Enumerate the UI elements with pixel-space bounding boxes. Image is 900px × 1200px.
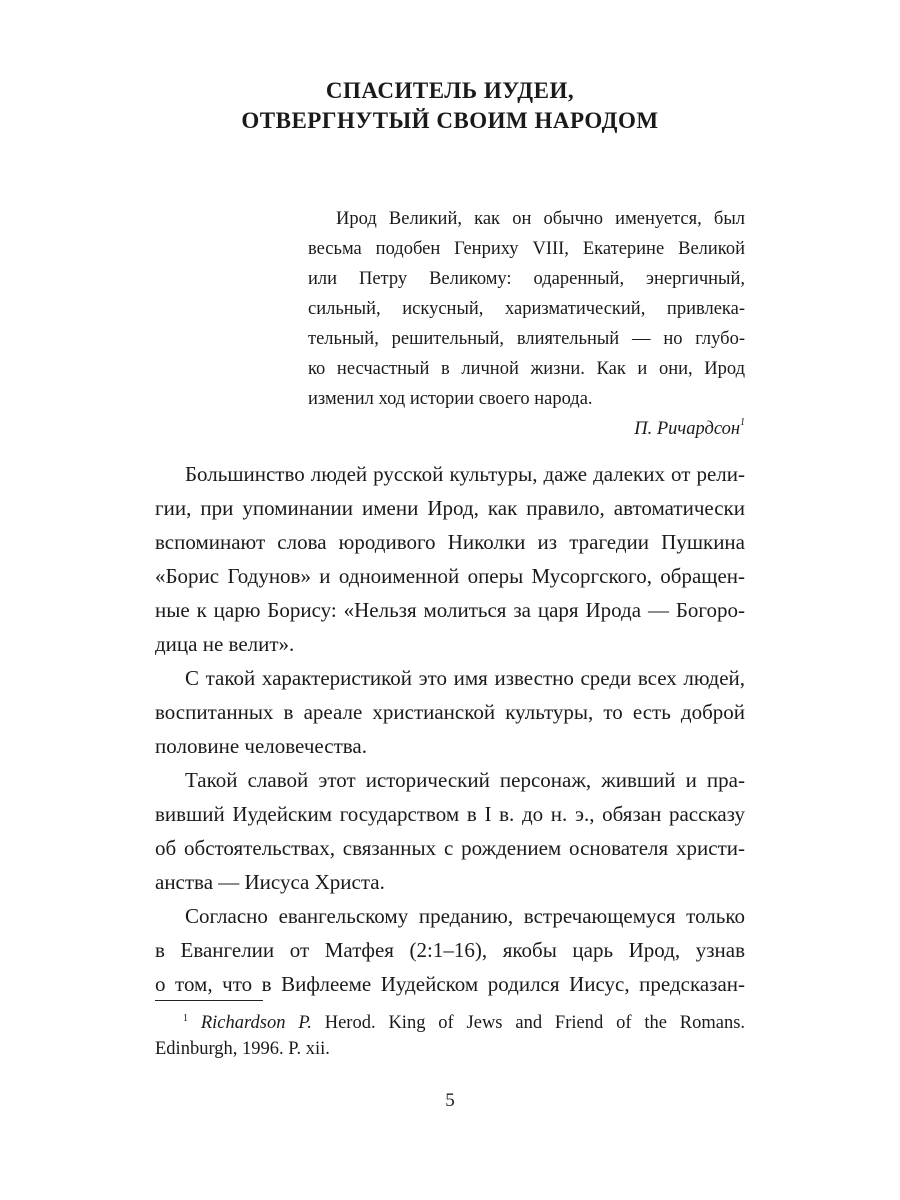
body-line: о том, что в Вифлееме Иудейском родился Иисус, предсказан- xyxy=(155,972,745,996)
epigraph-line: изменил ход истории своего народа. xyxy=(308,389,593,409)
footnote xyxy=(155,1010,745,1062)
chapter-title-line-1: СПАСИТЕЛЬ ИУДЕИ, xyxy=(325,78,575,103)
body-line: Такой славой этот исторический персонаж, живший и пра- xyxy=(185,768,745,792)
body-line: гии, при упоминании имени Ирод, как правило, автоматически xyxy=(155,496,745,520)
body-line: вивший Иудейским государством в I в. до н. э., обязан рассказу xyxy=(155,802,745,826)
body-line: ные к царю Борису: «Нельзя молиться за царя Ирода — Богоро- xyxy=(155,598,745,622)
epigraph-line: весьма подобен Генриху VIII, Екатерине Великой xyxy=(308,239,745,259)
body-line: в Евангелии от Матфея (2:1–16), якобы царь Ирод, узнав xyxy=(155,938,745,962)
footnote-line xyxy=(155,1010,745,1036)
body-line: Согласно евангельскому преданию, встречающемуся только xyxy=(185,904,745,928)
page-number: 5 xyxy=(445,1090,455,1111)
body-line: С такой характеристикой это имя известно среди всех людей, xyxy=(185,666,745,690)
chapter-title-line-2: ОТВЕРГНУТЫЙ СВОИМ НАРОДОМ xyxy=(241,108,659,133)
author-name: П. Ричардсон xyxy=(634,419,740,439)
epigraph-line: сильный, искусный, харизматический, привлека- xyxy=(308,299,745,319)
footnote-divider xyxy=(155,1000,263,1001)
body-line: дица не велит». xyxy=(155,632,295,656)
body-line: Большинство людей русской культуры, даже далеких от рели- xyxy=(185,462,745,486)
body-text xyxy=(155,457,745,1001)
epigraph-author xyxy=(308,414,745,444)
footnote-line: Edinburgh, 1996. P. xii. xyxy=(155,1039,330,1059)
body-line: половине человечества. xyxy=(155,734,367,758)
footnote-ref[interactable]: 1 xyxy=(740,417,745,428)
footnote-mark: 1 xyxy=(183,1013,188,1024)
epigraph-line: Ирод Великий, как он обычно именуется, был xyxy=(336,209,745,229)
body-line: «Борис Годунов» и одноименной оперы Мусоргского, обращен- xyxy=(155,564,745,588)
epigraph xyxy=(308,204,745,444)
body-line: анства — Иисуса Христа. xyxy=(155,870,385,894)
body-line: воспитанных в ареале христианской культуры, то есть доброй xyxy=(155,700,745,724)
footnote-title: Herod. King of Jews and Friend of the Romans. xyxy=(324,1013,746,1033)
body-line: вспоминают слова юродивого Николки из трагедии Пушкина xyxy=(155,530,745,554)
epigraph-line: ко несчастный в личной жизни. Как и они, Ирод xyxy=(308,359,745,379)
footnote-author: Richardson P. xyxy=(200,1013,312,1033)
epigraph-line: или Петру Великому: одаренный, энергичный, xyxy=(308,269,745,289)
epigraph-line: тельный, решительный, влиятельный — но глубо- xyxy=(308,329,745,349)
body-line: об обстоятельствах, связанных с рождением основателя христи- xyxy=(155,836,745,860)
